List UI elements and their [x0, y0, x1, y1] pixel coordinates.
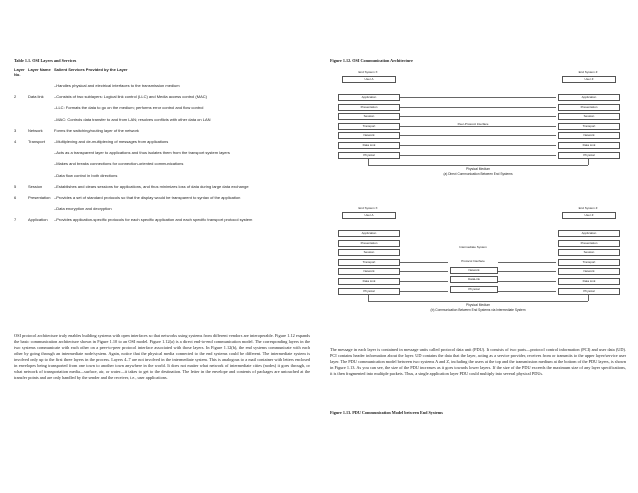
- layer-name-cell: [28, 83, 54, 88]
- peer-line: [400, 155, 556, 156]
- service-cell: –Makes and breaks connections for connection-oriented communications: [54, 161, 184, 167]
- header-layer-no: Layer No.: [14, 67, 25, 77]
- table-row: [14, 139, 310, 144]
- physical-medium-label: Physical Medium: [465, 303, 491, 308]
- layer-no-cell: [14, 206, 28, 211]
- service-cell: –MAC: Controls data transfer to and from LAN; resolves conflicts with other data on LAN: [54, 116, 211, 122]
- table-row: [14, 206, 310, 211]
- left-paragraph: OSI protocol architecture truly enables building systems with open interfaces so that networks using systems from different vendors are interoperable. Figure 1.12 expands the basic communication architecture shown in Figure 1.10 to an OSI model. Figure 1.12(a) is a direct end-to-end communication model. The corresponding layers in the two systems communicate with each other on a peer-to-peer protocol interface associated with those layers. In Figure 1.12(b), the end systems communicate with each other by going through an intermediate node/system. Again, notice that the physical media connected to the end systems could be different. The intermediate system is involved only up to the first three layers in the process. Layers 4–7 are not involved in the intermediate system. This is analogous to a mail container with letters enclosed in envelopes being transported from one town to another town anywhere in the world. It does not matter what network of intermediate cities (nodes) it goes through, or what network of transportation media—surface, air, or water—it takes to get to the destination. The letter in the envelope and contents of packages are untouched at the transfer points and are only handled by the sender and the receiver, i.e., user applications.: [14, 333, 310, 380]
- medium-right: [588, 159, 589, 165]
- table-row: [14, 217, 310, 222]
- link-line-right: [498, 271, 556, 272]
- layer-name-cell: Session: [28, 183, 43, 189]
- layer-name-cell: [28, 150, 54, 155]
- table-row: [14, 150, 310, 155]
- service-cell: –Multiplexing and de-multiplexing of messages from applications: [54, 138, 169, 144]
- layer-no-cell: 7: [14, 217, 17, 223]
- figure-caption: (a) Direct Communication Between End Systems: [443, 172, 513, 177]
- layer-no-cell: [14, 83, 28, 88]
- link-line-left: [400, 281, 448, 282]
- layer-no-cell: 4: [14, 138, 17, 144]
- service-cell: –Provides a set of standard protocols so that the display would be transparent to syntax of the application: [54, 194, 241, 200]
- layer-name-cell: Data link: [28, 94, 44, 100]
- layer-box-right: Network: [558, 132, 620, 139]
- layer-box-right: Application: [558, 230, 620, 237]
- figure-title: Figure 1.12. OSI Communication Architecture: [330, 58, 413, 63]
- peer-line: [400, 145, 556, 146]
- layer-box-left: Data Link: [338, 278, 400, 285]
- service-cell: Forms the switching/routing layer of the network: [54, 127, 139, 133]
- layer-box-left: Session: [338, 113, 400, 120]
- peer-line: [400, 107, 556, 108]
- layer-box-left: Presentation: [338, 104, 400, 111]
- right-paragraph: The message in each layer is contained in message units called protocol data unit (PDU). It consists of two parts—protocol control information (PCI) and user data (UD). PCI contains header information about the layer. UD contains the data that the layer, acting as a service provider, receives from or transmits to the upper layer/service user layer. The PDU communication model between two systems A and Z, including the users at the top and the transmission medium at the bottom of the PDU layers, is shown in Figure 1.13. As you can see, the size of the PDU increases as it goes towards lower layers. If the size of the PDU exceeds the maximum size of any layer specifications, it is then fragmented into multiple packets. Thus, a single application layer PDU could multiply into several physical PDUs.: [330, 347, 626, 376]
- medium-left: [368, 295, 369, 301]
- layer-no-cell: 6: [14, 194, 17, 200]
- service-cell: –Establishes and clears sessions for applications, and thus minimizes loss of data during large data exchange: [54, 183, 249, 189]
- service-cell: –Acts as a transparent layer to applications and thus isolates them from the transport system layers: [54, 150, 230, 156]
- protocol-interface-label: Protocol Interface: [461, 259, 485, 263]
- layer-name-cell: [28, 105, 54, 110]
- physical-medium-label: Physical Medium: [465, 167, 491, 172]
- layer-box-right: Transport: [558, 123, 620, 130]
- layer-box-right: Physical: [558, 288, 620, 295]
- layer-no-cell: 2: [14, 94, 17, 100]
- layer-box-left: Network: [338, 132, 400, 139]
- medium-left: [368, 159, 369, 165]
- layer-box-right: Data Link: [558, 278, 620, 285]
- service-cell: –Consists of two sublayers: Logical link control (LLC) and Media access control (MAC): [54, 94, 207, 100]
- service-cell: –LLC: Formats the data to go on the medium; performs error control and flow control: [54, 105, 204, 111]
- table-row: [14, 184, 310, 189]
- layer-box-right: Network: [558, 268, 620, 275]
- layer-box-left: Application: [338, 230, 400, 237]
- layer-name-cell: Application: [28, 217, 48, 223]
- layer-box-right: Data Link: [558, 142, 620, 149]
- user-z-box: User Z: [562, 76, 616, 83]
- layer-box-right: Presentation: [558, 240, 620, 247]
- layer-box-left: Transport: [338, 259, 400, 266]
- service-cell: –Data flow control in both directions: [54, 172, 118, 178]
- table-header-row: [14, 67, 310, 77]
- layer-box-left: Transport: [338, 123, 400, 130]
- link-line-left: [400, 291, 448, 292]
- table-row: [14, 195, 310, 200]
- figure-2-title: Figure 1.13. PDU Communication Model between End Systems: [330, 410, 443, 415]
- layer-name-cell: [28, 206, 54, 211]
- table-row: [14, 117, 310, 122]
- layer-box-right: Session: [558, 249, 620, 256]
- link-line-left: [400, 262, 448, 263]
- intermediate-layer-box: Network: [450, 267, 498, 274]
- layer-box-right: Presentation: [558, 104, 620, 111]
- user-a-box: User A: [342, 212, 396, 219]
- layer-no-cell: 3: [14, 127, 17, 133]
- medium-line: [368, 301, 588, 302]
- medium-line: [368, 165, 588, 166]
- layer-name-cell: [28, 117, 54, 122]
- layer-name-cell: Network: [28, 127, 43, 133]
- layer-box-left: Presentation: [338, 240, 400, 247]
- layer-box-right: Physical: [558, 152, 620, 159]
- end-system-x-label: End System X: [358, 206, 378, 210]
- peer-line: [400, 97, 556, 98]
- service-cell: –Handles physical and electrical interfaces to the transmission medium: [54, 83, 180, 88]
- layer-name-cell: [28, 161, 54, 166]
- end-system-z-label: End System Z: [578, 206, 598, 210]
- service-cell: –Provides application-specific protocols for each specific application and each specific transport protocol system: [54, 217, 253, 223]
- link-line-right: [498, 262, 556, 263]
- layer-name-cell: Presentation: [28, 194, 51, 200]
- intermediate-system-label: Intermediate System: [459, 245, 487, 249]
- link-line-right: [498, 291, 556, 292]
- table-row: [14, 173, 310, 178]
- table-section: [14, 58, 310, 228]
- layer-no-cell: 5: [14, 183, 17, 189]
- layer-box-left: Network: [338, 268, 400, 275]
- table-title: Table 1.1. OSI Layers and Services: [14, 58, 77, 63]
- layer-no-cell: [14, 150, 28, 155]
- layer-box-left: Data Link: [338, 142, 400, 149]
- header-services: Salient Services Provided by the Layer: [54, 67, 128, 72]
- table-body: [14, 83, 310, 222]
- user-a-box: User A: [342, 76, 396, 83]
- layer-box-left: Application: [338, 94, 400, 101]
- medium-right: [588, 295, 589, 301]
- header-layer-name: Layer Name: [28, 67, 51, 72]
- layer-no-cell: [14, 173, 28, 178]
- link-line-left: [400, 271, 448, 272]
- end-system-x-label: End System X: [358, 70, 378, 74]
- end-system-z-label: End System Z: [578, 70, 598, 74]
- layer-name-cell: Transport: [28, 138, 45, 144]
- table-row: [14, 128, 310, 133]
- layer-box-right: Transport: [558, 259, 620, 266]
- layer-no-cell: [14, 117, 28, 122]
- peer-protocol-label: Peer-Protocol Interface: [410, 122, 536, 126]
- layer-box-left: Physical: [338, 288, 400, 295]
- layer-box-right: Session: [558, 113, 620, 120]
- table-row: [14, 94, 310, 99]
- layer-box-left: Physical: [338, 152, 400, 159]
- intermediate-layer-box: Physical: [450, 286, 498, 293]
- intermediate-layer-box: DataLink: [450, 276, 498, 283]
- peer-line: [400, 135, 556, 136]
- layer-no-cell: [14, 105, 28, 110]
- table-row: [14, 105, 310, 110]
- figure-caption: (b) Communication Between End Systems via Intermediate System: [430, 308, 526, 313]
- table-row: [14, 161, 310, 166]
- layer-box-right: Application: [558, 94, 620, 101]
- layer-no-cell: [14, 161, 28, 166]
- peer-line: [400, 116, 556, 117]
- table-row: [14, 83, 310, 88]
- service-cell: –Data encryption and decryption: [54, 206, 112, 212]
- osi-table: [14, 67, 310, 222]
- link-line-right: [498, 281, 556, 282]
- layer-name-cell: [28, 173, 54, 178]
- user-z-box: User Z: [562, 212, 616, 219]
- layer-box-left: Session: [338, 249, 400, 256]
